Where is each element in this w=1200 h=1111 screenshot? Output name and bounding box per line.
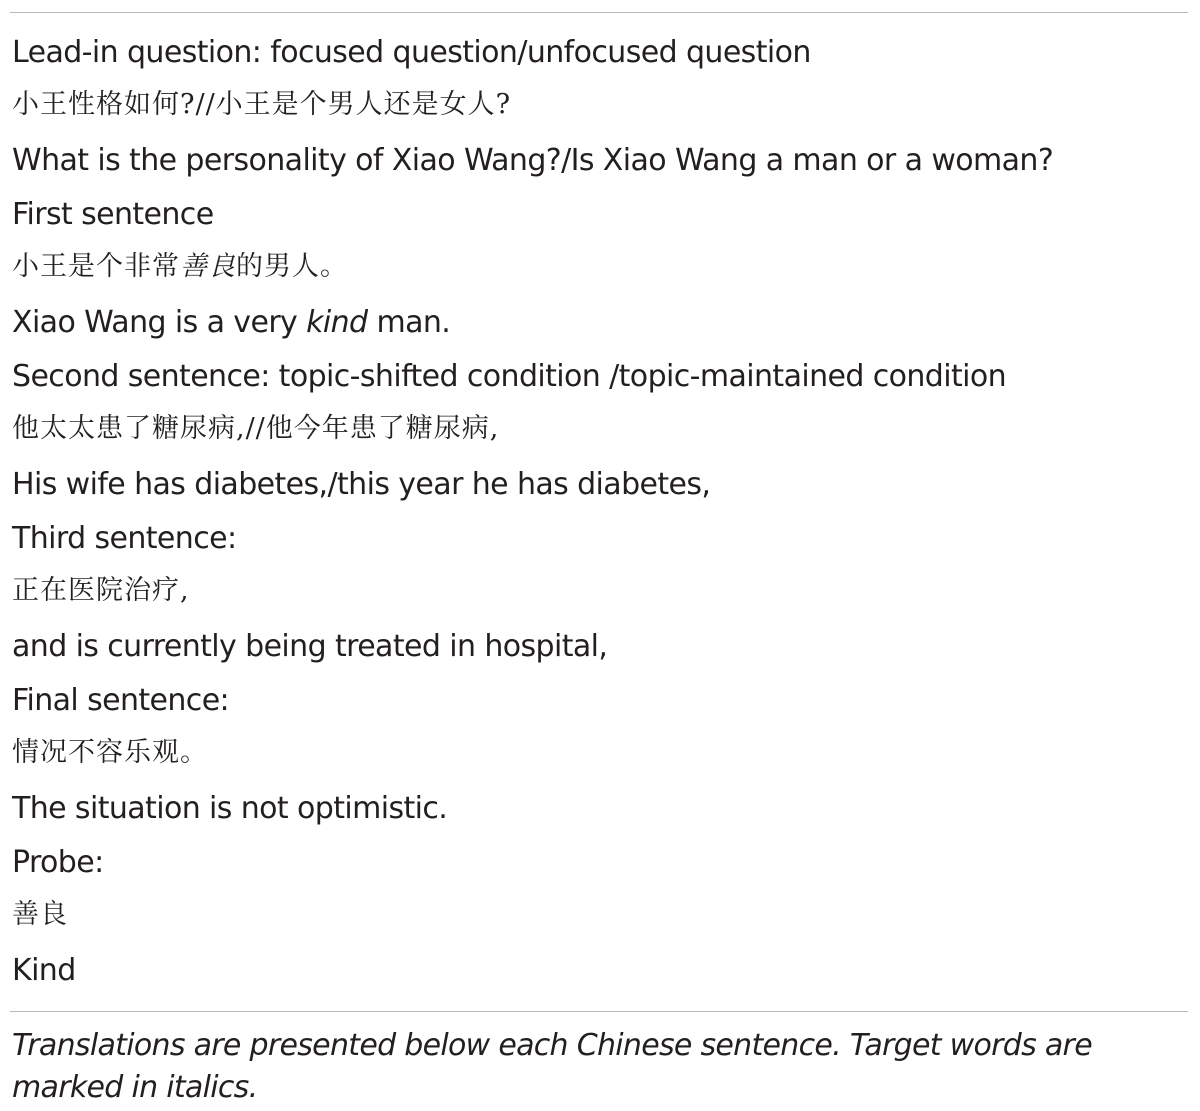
second-sentence-translation: His wife has diabetes,/this year he has diabetes, <box>12 467 711 502</box>
first-sentence-translation-after: man. <box>367 305 451 340</box>
first-sentence-translation <box>12 305 451 340</box>
target-word-chinese: 善良 <box>180 251 236 282</box>
top-rule <box>10 12 1188 13</box>
target-word-english: kind <box>306 305 368 340</box>
final-sentence-chinese: 情况不容乐观。 <box>12 737 208 768</box>
probe-label: Probe: <box>12 845 104 880</box>
bottom-rule <box>10 1011 1188 1012</box>
final-sentence-translation: The situation is not optimistic. <box>12 791 448 826</box>
first-sentence-chinese-after: 的男人。 <box>236 251 348 282</box>
first-sentence-translation-before: Xiao Wang is a very <box>12 305 307 340</box>
table-footnote: Translations are presented below each Chinese sentence. Target words are marked in italics. <box>12 1028 1092 1105</box>
second-sentence-chinese: 他太太患了糖尿病,//他今年患了糖尿病, <box>12 413 500 444</box>
third-sentence-label: Third sentence: <box>12 521 237 556</box>
first-sentence-chinese-before: 小王是个非常 <box>12 251 180 282</box>
lead-in-question-chinese: 小王性格如何?//小王是个男人还是女人? <box>12 89 512 120</box>
third-sentence-translation: and is currently being treated in hospital, <box>12 629 608 664</box>
probe-chinese: 善良 <box>12 899 68 930</box>
lead-in-question-translation: What is the personality of Xiao Wang?/Is Xiao Wang a man or a woman? <box>12 143 1054 178</box>
lead-in-question-label: Lead-in question: focused question/unfocused question <box>12 35 811 70</box>
second-sentence-label: Second sentence: topic-shifted condition /topic-maintained condition <box>12 359 1007 394</box>
probe-translation: Kind <box>12 953 76 988</box>
third-sentence-chinese: 正在医院治疗, <box>12 575 190 606</box>
first-sentence-label: First sentence <box>12 197 214 232</box>
first-sentence-chinese <box>12 253 348 280</box>
final-sentence-label: Final sentence: <box>12 683 230 718</box>
